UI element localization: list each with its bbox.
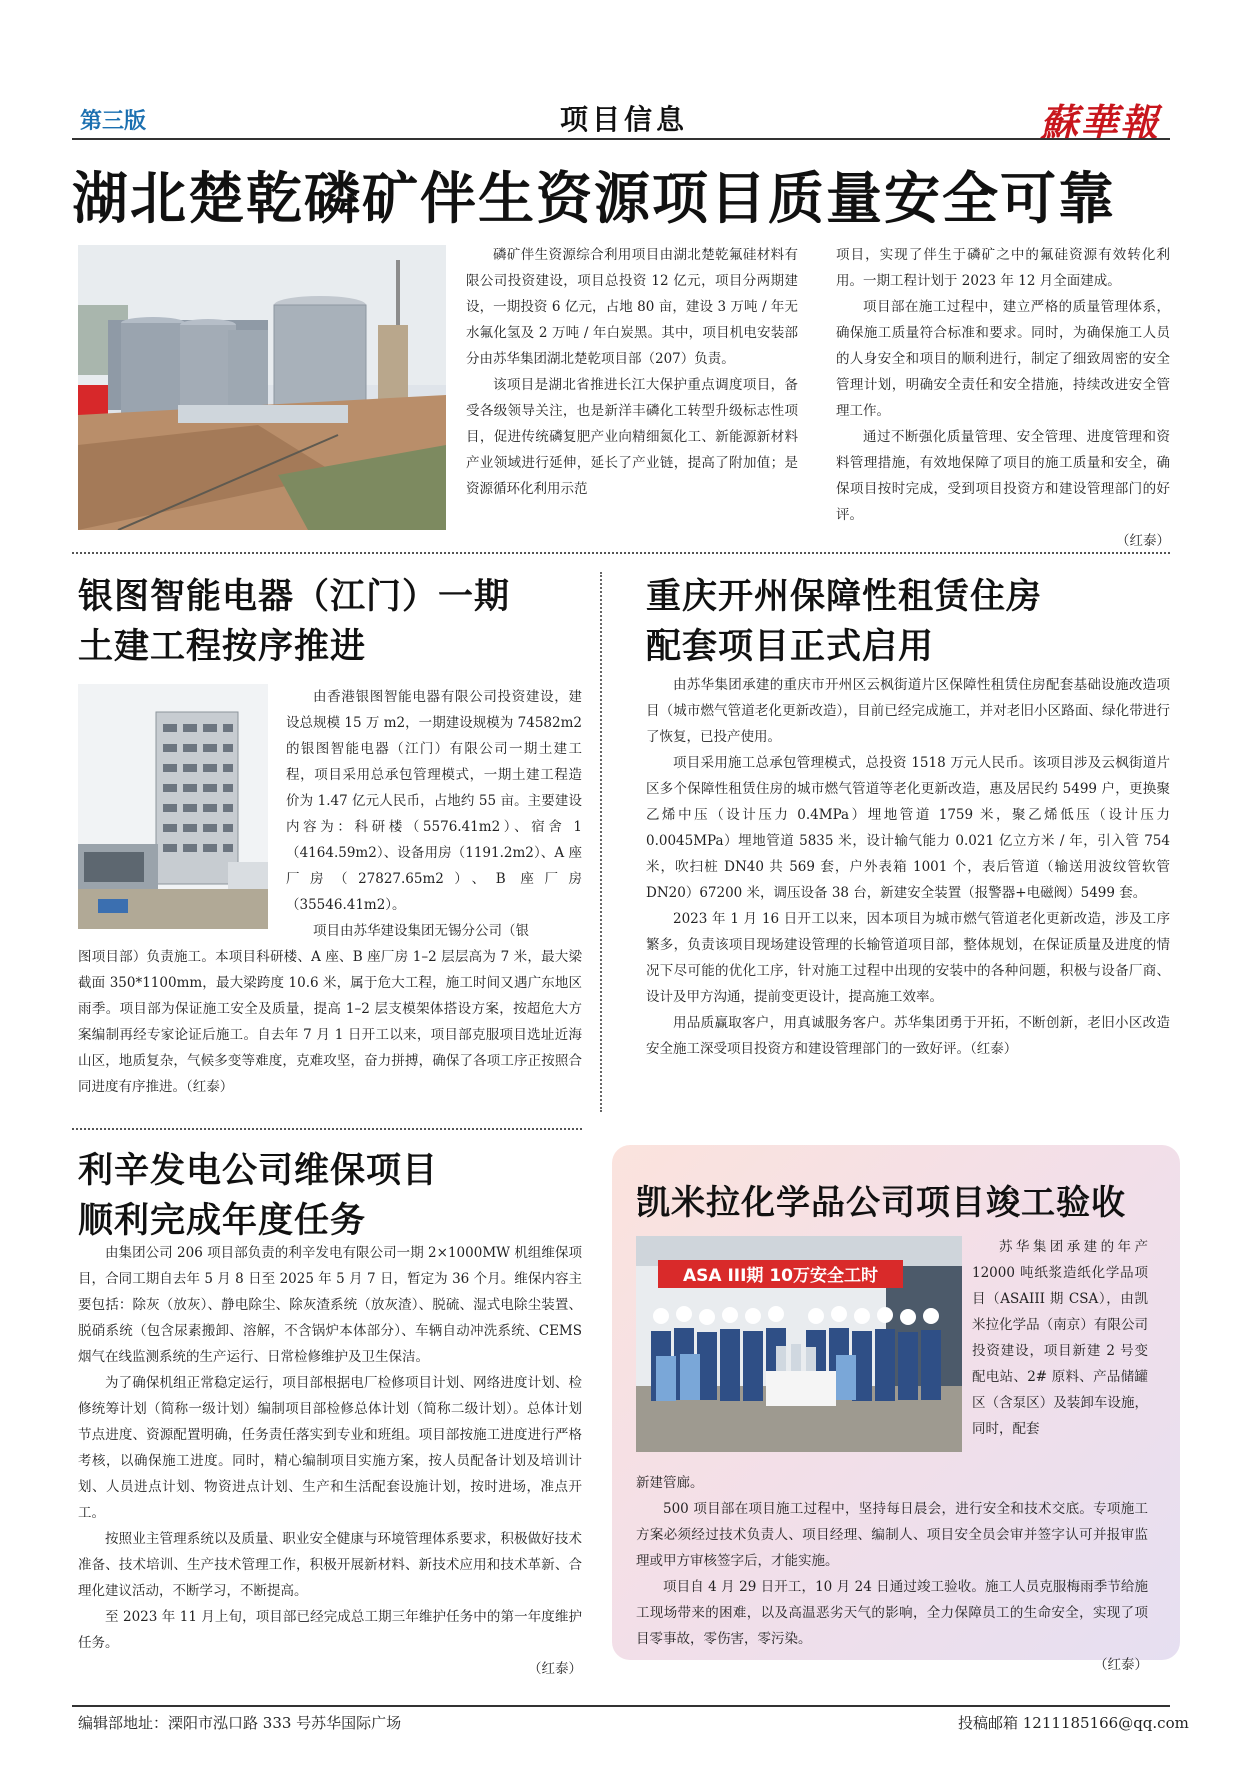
section-title: 项目信息	[560, 103, 689, 136]
article1-paragraph: 项目，实现了伴生于磷矿之中的氟硅资源有效转化利用。一期工程计划于 2023 年 12 月全面建成。	[836, 247, 1170, 289]
article1-signature: （红泰）	[1116, 533, 1170, 549]
photo-tank-farm	[78, 245, 446, 530]
article2-paragraph: 项目由苏华建设集团无锡分公司（银	[313, 923, 529, 939]
article5-beside-text	[972, 1234, 1148, 1442]
divider-horizontal	[72, 552, 1170, 554]
article5-signature: （红泰）	[1094, 1657, 1148, 1673]
article4-paragraph: 至 2023 年 11 月上旬，项目部已经完成总工期三年维护任务中的第一年度维护任务。	[78, 1609, 582, 1651]
article3-paragraph: 2023 年 1 月 16 日开工以来，因本项目为城市燃气管道老化更新改造，涉及工序繁多，负责该项目现场建设管理的长输管道项目部，整体规划，在保证质量及进度的情况下尽可能的优化工序，针对施工过程中出现的安装中的各种问题，积极与设备厂商、设计及甲方沟通，提前变更设计，提高施工效率。	[646, 911, 1170, 1005]
headline-kemira: 凯米拉化学品公司项目竣工验收	[636, 1183, 1126, 1223]
headline-yintu-line2: 土建工程按序推进	[78, 626, 367, 667]
headline-yintu	[78, 572, 598, 672]
safety-banner: ASA III期 10万安全工时	[682, 1266, 879, 1286]
article5-paragraph: 新建管廊。	[636, 1475, 704, 1491]
article5-paragraph: 苏华集团承建的年产 12000 吨纸浆造纸化学品项目（ASAIII 期 CSA），由凯米拉化学品（南京）有限公司投资建设，项目新建 2 号变配电站、2# 原料、产品储罐区（含泵区）及装卸车设施，同时，配套	[972, 1239, 1148, 1437]
article4-paragraph: 为了确保机组正常稳定运行，项目部根据电厂检修项目计划、网络进度计划、检修统筹计划（简称一级计划）编制项目部检修总体计划（简称二级计划）。总体计划节点进度、资源配置明确，任务责任落实到专业和班组。项目部按施工进度进行严格考核，以确保施工进度。同时，精心编制项目实施方案，按人员配备计划及培训计划、人员进点计划、物资进点计划、生产和生活配套设施计划，按时进场，准点开工。	[78, 1375, 582, 1521]
footer-rule	[72, 1705, 1170, 1707]
article3-paragraph: 用品质赢取客户，用真诚服务客户。苏华集团勇于开拓，不断创新，老旧小区改造安全施工深受项目投资方和建设管理部门的一致好评。（红泰）	[646, 1015, 1170, 1057]
article2-paragraph: 图项目部）负责施工。本项目科研楼、A 座、B 座厂房 1–2 层层高为 7 米，最大梁截面 350*1100mm，最大梁跨度 10.6 米，属于危大工程，施工时间又遇广东地区雨季。项目部为保证施工安全及质量，提高 1–2 层支模架体搭设方案，按超危大方案编制再经专家论证后施工。自去年 7 月 1 日开工以来，项目部克服项目选址近海山区，地质复杂，气候多变等难度，克难攻坚，奋力拼搏，确保了各项工序正按照合同进度有序推进。（红泰）	[78, 949, 582, 1095]
footer-email: 投稿邮箱 1211185166@qq.com	[958, 1714, 1189, 1732]
divider-horizontal-left	[72, 1128, 582, 1130]
divider-vertical	[600, 572, 602, 1112]
headline-lixin-line1: 利辛发电公司维保项目	[78, 1150, 439, 1191]
article3-paragraph: 由苏华集团承建的重庆市开州区云枫街道片区保障性租赁住房配套基础设施改造项目（城市燃气管道老化更新改造），目前已经完成施工，并对老旧小区路面、绿化带进行了恢复，已投产使用。	[646, 677, 1170, 745]
article2-text-full	[78, 944, 582, 1100]
article5-paragraph: 500 项目部在项目施工过程中，坚持每日晨会，进行安全和技术交底。专项施工方案必须经过技术负责人、项目经理、编制人、项目安全员会审并签字认可并报审监理或甲方审核签字后，才能实施。	[636, 1501, 1148, 1569]
edition-label: 第三版	[80, 109, 147, 134]
article1-col2	[836, 242, 1170, 554]
header-rule	[72, 138, 1170, 140]
article3-paragraph: 项目采用施工总承包管理模式，总投资 1518 万元人民币。该项目涉及云枫街道片区多个保障性租赁住房的城市燃气管道等老化更新改造，惠及居民约 5499 户，更换聚乙烯中压（设计压力 0.4MPa）埋地管道 1759 米，聚乙烯低压（设计压力 0.0045MPa）埋地管道 5835 米，设计输气能力 0.021 亿立方米 / 年，引入管 754 米，吹扫桩 DN40 共 569 套，户外表箱 1001 个，表后管道（输送用波纹管软管 DN20）67200 米，调压设备 38 台，新建安全装置（报警器+电磁阀）5499 套。	[646, 755, 1170, 901]
footer-address: 编辑部地址：溧阳市泓口路 333 号苏华国际广场	[78, 1714, 402, 1732]
headline-lixin	[78, 1146, 598, 1246]
headline-chongqing-line2: 配套项目正式启用	[646, 626, 935, 667]
headline-yintu-line1: 银图智能电器（江门）一期	[78, 576, 511, 617]
newspaper-logo: 蘇華報	[1040, 100, 1161, 145]
headline-lixin-line2: 顺利完成年度任务	[78, 1200, 367, 1241]
article5-text	[636, 1470, 1148, 1678]
article1-paragraph: 项目部在施工过程中，建立严格的质量管理体系，确保施工质量符合标准和要求。同时，为确保施工人员的人身安全和项目的顺利进行，制定了细致周密的安全管理计划，明确安全责任和安全措施，持续改进安全管理工作。	[836, 299, 1170, 419]
article2-text	[286, 684, 582, 944]
article1-paragraph: 磷矿伴生资源综合利用项目由湖北楚乾氟硅材料有限公司投资建设，项目总投资 12 亿元，项目分两期建设，一期投资 6 亿元，占地 80 亩，建设 3 万吨 / 年无水氟化氢及 2 万吨 / 年白炭黑。其中，项目机电安装部分由苏华集团湖北楚乾项目部（207）负责。	[466, 247, 798, 367]
article3-text	[646, 672, 1170, 1062]
article1-col1	[466, 242, 798, 502]
article1-paragraph: 通过不断强化质量管理、安全管理、进度管理和资料管理措施，有效地保障了项目的施工质量和安全，确保项目按时完成，受到项目投资方和建设管理部门的好评。	[836, 429, 1170, 523]
article4-paragraph: 按照业主管理系统以及质量、职业安全健康与环境管理体系要求，积极做好技术准备、技术培训、生产技术管理工作，积极开展新材料、新技术应用和技术革新、合理化建议活动，不断学习，不断提高。	[78, 1531, 582, 1599]
article2-paragraph: 由香港银图智能电器有限公司投资建设，建设总规模 15 万 m2，一期建设规模为 74582m2 的银图智能电器（江门）有限公司一期土建工程，项目采用总承包管理模式，一期土建工程造价为 1.47 亿元人民币，占地约 55 亩。主要建设内容为：科研楼（5576.41m2）、宿舍 1（4164.59m2）、设备用房（1191.2m2）、A 座厂房（27827.65m2）、B 座厂房（35546.41m2）。	[286, 689, 582, 913]
article5-paragraph: 项目自 4 月 29 日开工，10 月 24 日通过竣工验收。施工人员克服梅雨季节给施工现场带来的困难，以及高温恶劣天气的影响，全力保障员工的生命安全，实现了项目零事故，零伤害，零污染。	[636, 1579, 1148, 1647]
headline-chongqing	[646, 572, 1166, 672]
photo-yintu-building	[78, 684, 268, 929]
article4-signature: （红泰）	[528, 1661, 582, 1677]
headline-hubei: 湖北楚乾磷矿伴生资源项目质量安全可靠	[72, 166, 1116, 232]
article1-paragraph: 该项目是湖北省推进长江大保护重点调度项目，备受各级领导关注，也是新洋丰磷化工转型升级标志性项目，促进传统磷复肥产业向精细氮化工、新能源新材料产业领域进行延伸，延长了产业链，提高了附加值；是资源循环化利用示范	[466, 377, 798, 497]
article4-paragraph: 由集团公司 206 项目部负责的利辛发电有限公司一期 2×1000MW 机组维保项目，合同工期自去年 5 月 8 日至 2025 年 5 月 7 日，暂定为 36 个月。维保内容主要包括：除灰（放灰）、静电除尘、除灰渣系统（放灰渣）、脱硫、湿式电除尘装置、脱硝系统（包含尿素搬卸、溶解，不含锅炉本体部分）、车辆自动冲洗系统、CEMS 烟气在线监测系统的生产运行、日常检修维护及卫生保洁。	[78, 1245, 582, 1365]
article4-text	[78, 1240, 582, 1682]
headline-chongqing-line1: 重庆开州保障性租赁住房	[646, 576, 1043, 617]
